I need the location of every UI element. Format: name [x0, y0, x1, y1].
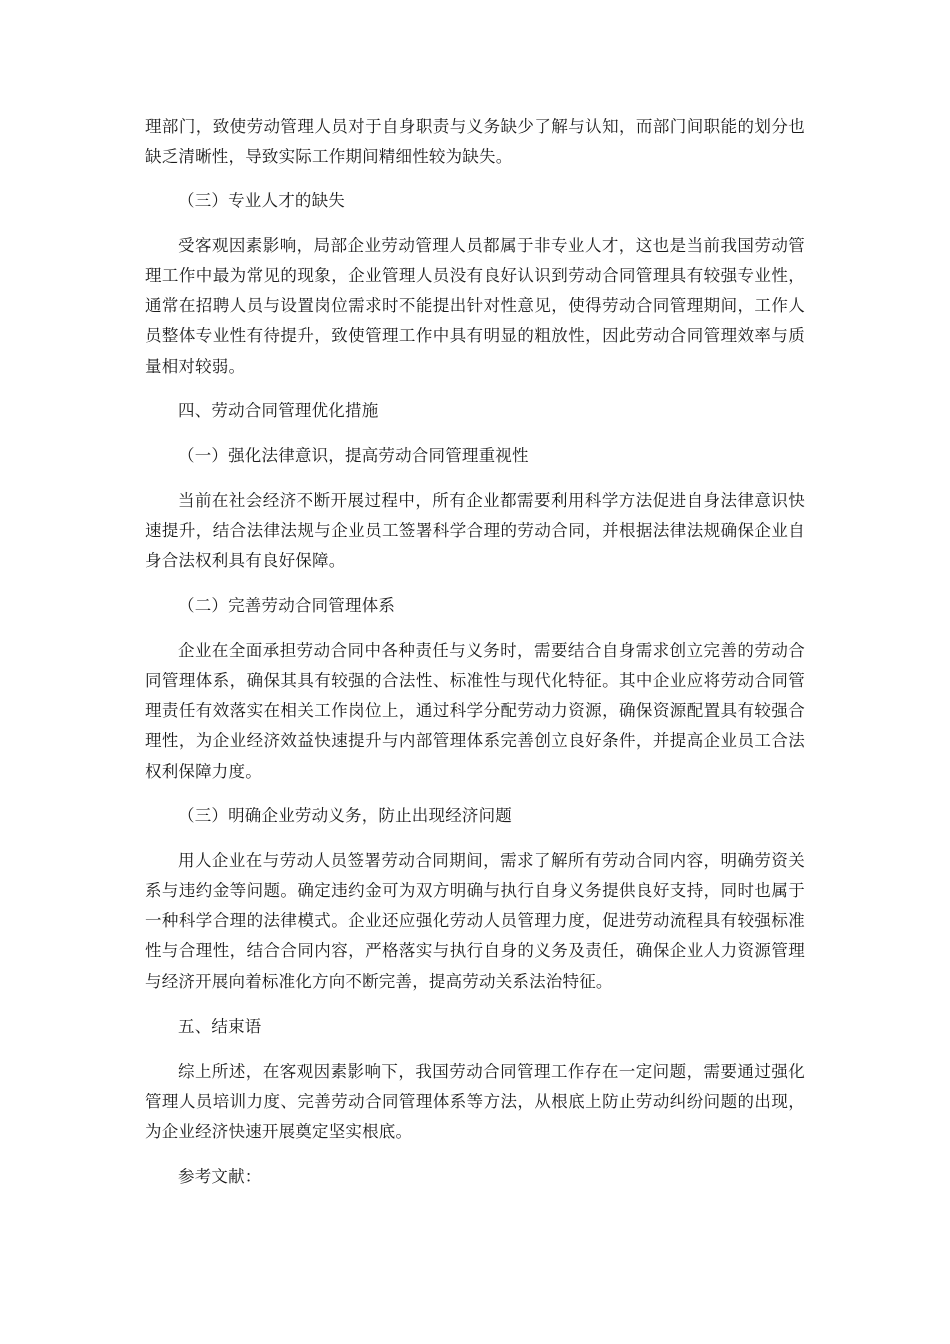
- paragraph-line: 身合法权利具有良好保障。: [145, 551, 346, 570]
- paragraph-line: 系与违约金等问题。确定违约金可为双方明确与执行自身义务提供良好支持，同时也属于: [145, 881, 805, 900]
- paragraph-line: 用人企业在与劳动人员签署劳动合同期间，需求了解所有劳动合同内容，明确劳资关: [178, 851, 805, 870]
- paragraph-line: 一种科学合理的法律模式。企业还应强化劳动人员管理力度，促进劳动流程具有较强标准: [145, 911, 805, 930]
- paragraph-line: 速提升，结合法律法规与企业员工签署科学合理的劳动合同，并根据法律法规确保企业自: [145, 521, 805, 540]
- paragraph-line: 综上所述，在客观因素影响下，我国劳动合同管理工作存在一定问题，需要通过强化: [178, 1062, 805, 1081]
- paragraph-line: 员整体专业性有待提升，致使管理工作中具有明显的粗放性，因此劳动合同管理效率与质: [145, 326, 805, 345]
- paragraph-line: 同管理体系，确保其具有较强的合法性、标准性与现代化特征。其中企业应将劳动合同管: [145, 671, 805, 690]
- section-heading: （三）专业人才的缺失: [178, 191, 345, 210]
- paragraph-line: 理部门，致使劳动管理人员对于自身职责与义务缺少了解与认知，而部门间职能的划分也: [145, 117, 805, 136]
- paragraph-line: 企业在全面承担劳动合同中各种责任与义务时，需要结合自身需求创立完善的劳动合: [178, 641, 805, 660]
- subsection-heading: （三）明确企业劳动义务，防止出现经济问题: [178, 806, 512, 825]
- paragraph-line: 管理人员培训力度、完善劳动合同管理体系等方法，从根底上防止劳动纠纷问题的出现，: [145, 1092, 805, 1111]
- paragraph-line: 与经济开展向着标准化方向不断完善，提高劳动关系法治特征。: [145, 972, 613, 991]
- paragraph-line: 性与合理性，结合合同内容，严格落实与执行自身的义务及责任，确保企业人力资源管理: [145, 941, 805, 960]
- paragraph-line: 缺乏清晰性，导致实际工作期间精细性较为缺失。: [145, 147, 513, 166]
- paragraph-line: 量相对较弱。: [145, 357, 246, 376]
- section-heading: 四、劳动合同管理优化措施: [178, 401, 379, 420]
- paragraph-line: 为企业经济快速开展奠定坚实根底。: [145, 1122, 413, 1141]
- paragraph-line: 当前在社会经济不断开展过程中，所有企业都需要利用科学方法促进自身法律意识快: [178, 491, 805, 510]
- subsection-heading: （一）强化法律意识，提高劳动合同管理重视性: [178, 446, 529, 465]
- paragraph-line: 理工作中最为常见的现象，企业管理人员没有良好认识到劳动合同管理具有较强专业性，: [145, 266, 805, 285]
- paragraph-line: 受客观因素影响，局部企业劳动管理人员都属于非专业人才，这也是当前我国劳动管: [178, 236, 805, 255]
- section-heading: 五、结束语: [178, 1017, 262, 1036]
- references-heading: 参考文献：: [178, 1167, 262, 1186]
- subsection-heading: （二）完善劳动合同管理体系: [178, 596, 396, 615]
- paragraph-line: 理性，为企业经济效益快速提升与内部管理体系完善创立良好条件，并提高企业员工合法: [145, 731, 805, 750]
- paragraph-line: 通常在招聘人员与设置岗位需求时不能提出针对性意见，使得劳动合同管理期间，工作人: [145, 296, 805, 315]
- paragraph-line: 理责任有效落实在相关工作岗位上，通过科学分配劳动力资源，确保资源配置具有较强合: [145, 701, 805, 720]
- paragraph-line: 权利保障力度。: [145, 762, 262, 781]
